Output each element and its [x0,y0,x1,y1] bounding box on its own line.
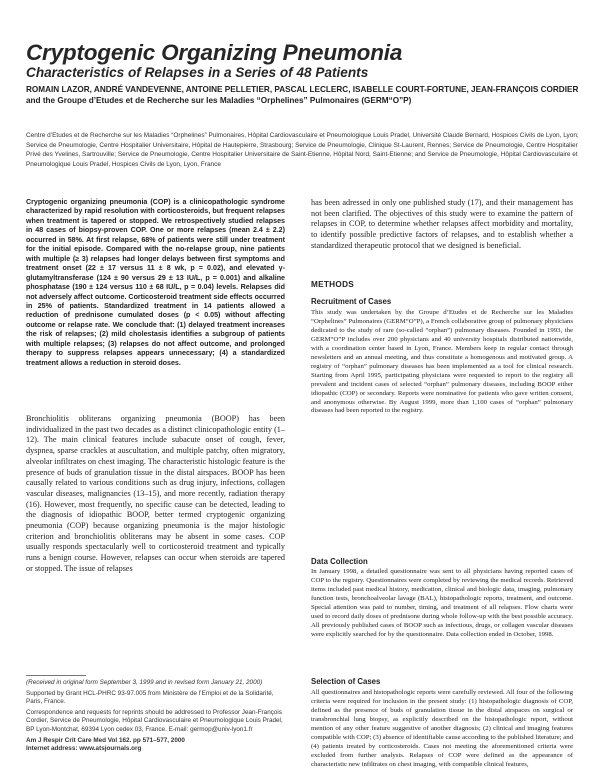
recruitment-paragraph: This study was undertaken by the Groupe d’Etudes et de Recherche sur les Maladies “Orphelines” Pulmonaires (GERM“O”P), a French collaborative group of pulmonary physicians dedicated to the study of rare (so-called “orphan”) pulmonary diseases. Founded in 1993, the GERM“O”P includes over 200 physicians and 40 university hospitals distributed nationwide, with a coordination center based in Lyon, France. Members keep in regular contact through newsletters and an annual meeting, and thus constitute a homogenous and motivated group. A registry of “orphan” pulmonary diseases has been implemented as a tool for clinical research. Starting from April 1995, participating physicians were requested to report to the registry all prevalent and incident cases of selected “orphan” pulmonary diseases, including BOOP either idiopathic (COP) or secondary. Reports were nominative for patients who gave written consent, and anonymous otherwise. By August 1999, more than 1,100 cases of “orphan” pulmonary diseases had been reported to the registry. [311,309,573,415]
selection-paragraph: All questionnaires and histopathologic reports were carefully reviewed. All four of the following criteria were required for inclusion in the present study: (1) histopathologic diagnosis of COP, defined as the presence of buds of granulation tissue in the distal airspaces on surgical or transbronchial lung biopsy, as explicitly described on the histopathologic report, without mention of any other feature suggestive of another diagnosis; (2) clinical and imaging features compatible with COP; (3) absence of identifiable cause according to the published literature; and (4) patients treated by corticosteroids. Cases not meeting the aforementioned criteria were excluded from further analysis. Relapses of COP were defined as the appearance of characteristic new infiltrates on chest imaging, with compatible clinical features, [311,689,573,768]
correspondence-note: Correspondence and requests for reprints should be addressed to Professor Jean-François Cordier, Service de Pneumologie, Hôpital Cardiovasculaire et Pneumologique Louis Pradel, BP Lyon-Montchat, 69394 Lyon cedex 03, France. E-mail: germop@univ-lyon1.fr [26,708,283,733]
data-collection-heading: Data Collection [311,557,368,566]
funding-note: Supported by Grant HCL-PHRC 93-97.005 from Ministère de l’Emploi et de la Solidarité, Paris, France. [26,689,274,706]
internet-address: Internet address: www.atsjournals.org [26,745,142,753]
journal-citation: Am J Respir Crit Care Med Vol 162. pp 571–577, 2000 [26,736,185,744]
article-subtitle: Characteristics of Relapses in a Series of 48 Patients [26,65,369,80]
footnote-divider [26,675,86,676]
author-list: ROMAIN LAZOR, ANDRÉ VANDEVENNE, ANTOINE PELLETIER, PASCAL LECLERC, ISABELLE COURT-FORTUNE, JEAN-FRANÇOIS CORDIER and the Groupe d’Etudes et de Recherche sur les Maladies “Orphelines” Pulmonaires (GERM“O”P) [26,85,579,106]
data-collection-paragraph: In January 1998, a detailed questionnaire was sent to all physicians having reported cases of COP to the registry. Questionnaires were completed by reviewing the medical records. Retrieved items included past medical history, medication, clinical and biologic data, imaging, pulmonary function tests, bronchoalveolar lavage (BAL), histopathologic reports, treatment, and outcome. Special attention was paid to number, timing, and treatment of all relapses. Flow charts were used to record daily doses of prednisone during whole follow-up with the best possible accuracy. All previously published cases of BOOP such as infectious, drugs, or collagen vascular diseases were explicitly searched for by the questionnaire. Data collection ended in October, 1998. [311,568,573,638]
methods-heading: METHODS [311,280,355,289]
affiliations: Centre d’Etudes et de Recherche sur les Maladies “Orphelines” Pulmonaires, Hôpital Cardiovasculaire et Pneumologique Louis Pradel, Université Claude Bernard, Hospices Civils de Lyon, Lyon; Service de Pneumologie, Centre Hospitalier Universitaire, Hôpital de Hautepierre, Strasbourg; Service de Pneumologie, Clinique St-Laurent, Rennes; Service de Pneumologie, Centre Hospitalier Privé des Yvelines, Sartrouville; Service de Pneumologie, Centre Hospitalier Universitaire de Saint-Etienne, Hôpital Nord, Saint-Etienne; and Service de Pneumologie, Hôpital Cardiovasculaire et Pneumologique Louis Pradel, Hospices Civils de Lyon, Lyon, France [26,132,579,168]
introduction-paragraph: Bronchiolitis obliterans organizing pneumonia (BOOP) has been individualized in the past two decades as a distinct clinicopathologic entity (1–12). The main clinical features include subacute onset of cough, fever, dyspnea, sparse crackles at auscultation, and multiple patchy, often migratory, alveolar infiltrates on chest imaging. The characteristic histologic feature is the presence of buds of granulation tissue in the distal airspaces. BOOP has been causally related to various conditions such as drug injury, infections, collagen vascular diseases, malignancies (13–15), and more recently, radiation therapy (16). However, most frequently, no specific cause can be detected, leading to the diagnosis of idiopathic BOOP, better termed cryptogenic organizing pneumonia (COP) because organizing pneumonia is the major histologic criterion and bronchiolitis obliterans may be absent in some cases. COP usually responds spectacularly well to corticosteroid treatment and typically runs a benign course. However, relapses can occur when steroids are tapered or stopped. The issue of relapses [26,414,285,573]
recruitment-heading: Recruitment of Cases [311,297,392,306]
abstract: Cryptogenic organizing pneumonia (COP) is a clinicopathologic syndrome characterized by rapid resolution with corticosteroids, but frequent relapses when treatment is tapered or stopped. We retrospectively studied relapses in 48 cases of biopsy-proven COP. One or more relapses (mean 2.4 ± 2.2) occurred in 58%. At first relapse, 68% of patients were still under treatment for the initial episode. Compared with the no-relapse group, nine patients with multiple (≥ 3) relapses had longer delays between first symptoms and treatment onset (22 ± 17 versus 11 ± 8 wk, p = 0.02), and elevated γ-glutamyltransferase (124 ± 90 versus 29 ± 13 IU/L, p = 0.001) and alkaline phosphatase (190 ± 124 versus 110 ± 68 IU/L, p = 0.04) levels. Relapses did not adversely affect outcome. Corticosteroid treatment side effects occurred in 25% of patients. Standardized treatment in 14 patients allowed a reduction of prednisone cumulated doses (p < 0.05) without affecting outcome or relapse rate. We conclude that: (1) delayed treatment increases the risk of relapses; (2) mild cholestasis identifies a subgroup of patients with multiple relapses; (3) relapses do not affect outcome, and prolonged therapy to suppress relapses appears unnecessary; (4) a standardized treatment allows a reduction in steroid doses. [26,198,285,367]
footnotes [26,679,285,754]
article-title: Cryptogenic Organizing Pneumonia [26,40,403,65]
selection-heading: Selection of Cases [311,677,381,686]
received-dates: (Received in original form September 3, 1999 and in revised form January 21, 2000) [26,679,263,686]
intro-continuation: has been adressed in only one published study (17), and their management has not been clarified. The objectives of this study were to examine the pattern of relapses in COP, to determine whether relapses affect morbidity and mortality, to identify possible predictive factors of relapses, and to establish whether a standardized therapeutic protocol that we designed is beneficial. [311,198,573,250]
